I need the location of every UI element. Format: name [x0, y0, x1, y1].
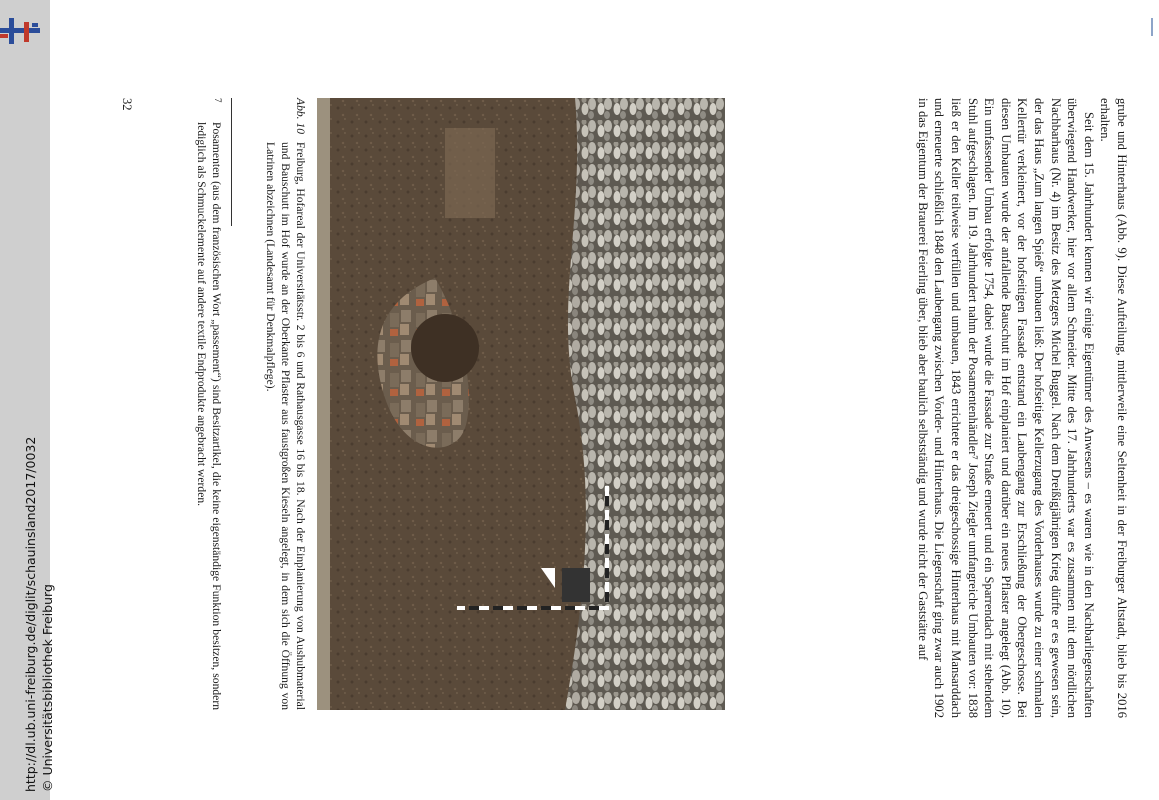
footnote	[194, 98, 224, 710]
figure-caption	[263, 98, 308, 710]
figure-caption-text: Freiburg, Hofareal der Universitätsstr. 2 bis 6 und Rathausgasse 16 bis 18. Nach der Einplanierung von Aushubmaterial und Bauschutt im Hof wurde an der Oberkante Pflaster aus faustgroßen Kieseln angelegt, in dem sich die Öffnung von Latrinen abzeichnen (Landesamt für Denkmalpflege).	[264, 142, 307, 710]
footnote-rule	[231, 98, 232, 226]
source-url-watermark	[22, 437, 56, 792]
figure-label: Abb. 10	[294, 98, 307, 135]
copyright-notice: © Universitätsbibliothek Freiburg	[40, 584, 55, 792]
viewer-sidebar	[0, 0, 55, 800]
footnote-number: 7	[213, 98, 223, 103]
excavation-photo	[317, 98, 725, 710]
page-number: 32	[120, 98, 134, 111]
footnote-text: Posamenten (aus dem französischen Wort „passement“) sind Besitzartikel, die keine eigenständige Funktion besitzen, sondern lediglich als Schmuckelemente auf andere textile Endprodukte angebracht werden.	[195, 122, 223, 710]
university-library-logo[interactable]	[0, 14, 42, 48]
page-edge	[1151, 0, 1159, 800]
rotated-document-page	[90, 98, 1130, 718]
corner-marker	[1151, 18, 1153, 36]
source-url[interactable]: http://dl.ub.uni-freiburg.de/diglit/schauinsland2017/0032	[23, 436, 38, 792]
excavation-photo-graphic	[317, 98, 725, 710]
body-text	[914, 98, 1130, 718]
paragraph-1: grube und Hinterhaus (Abb. 9). Diese Aufteilung, mittlerweile eine Seltenheit in der Freiburger Altstadt, blieb bis 2016 erhalten.	[1098, 98, 1129, 718]
paragraph-2: Seit dem 15. Jahrhundert kennen wir einige Eigentümer des Anwesens – es waren wie in den Nachbarliegenschaften überwiegend Handwerker, hier vor allem Schneider. Mitte des 17. Jahrhunderts war es zusammen mit dem nördlichen Nachbarhaus (Nr. 4) im Besitz des Metzgers Michel Buggel. Nach dem Dreißigjährigen Krieg dürfte er es gewesen sein, der das Haus „Zum langen Spieß“ umbauen ließ: Der hofseitige Kellerzugang des Vorderhauses wurde zu einer schmalen Kellertür verkleinert, vor der hofseitigen Fassade entstand ein Laubengang zur Erschließung der Obergeschosse. Bei diesen Umbauten wurde der anfallende Bauschutt im Hof einplaniert und darüber ein neues Pflaster angelegt (Abb. 10). Ein umfassender Umbau erfolgte 1754, dabei wurde die Fassade zur Straße erneuert und ein Sparrendach mit stehendem Stuhl aufgeschlagen. Im 19. Jahrhundert nahm der Posamentenhändler⁷ Joseph Ziegler umfangreiche Umbauten vor: 1838 ließ er den Keller teilweise verfüllen und umbauen, 1843 errichtete er das dreigeschossige Hinterhaus mit Mansarddach und erneuerte schließlich 1848 den Laubengang zwischen Vorder- und Hinterhaus. Die Liegenschaft ging zwar auch 1902 in das Eigentum der Brauerei Feierling über, blieb aber baulich selbstständig und wurde nicht der Gaststätte auf	[915, 98, 1096, 718]
